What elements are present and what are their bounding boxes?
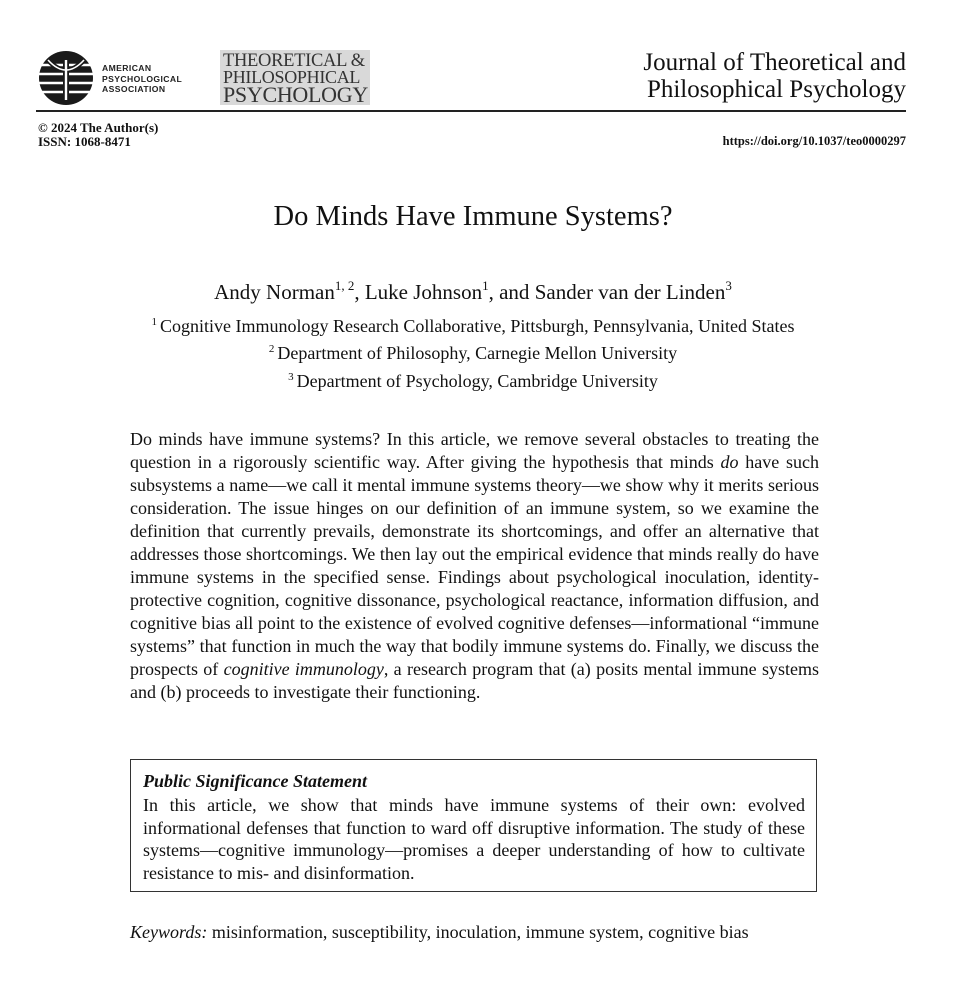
apa-logo-icon (38, 50, 94, 106)
journal-logo (220, 50, 370, 105)
author-superscript: 1, 2 (334, 278, 355, 293)
issn-text: ISSN: 1068-8471 (38, 134, 131, 149)
affiliation (0, 343, 946, 364)
author-name: Luke Johnson (364, 280, 483, 304)
abstract-paragraph (130, 428, 819, 704)
keywords (130, 920, 819, 944)
apa-wordmark-line: ASSOCIATION (102, 84, 166, 94)
abstract-text: have such subsystems a name—we call it mental immune systems theory—we show why it merits serious consideration. The issue hinges on our definition of an immune system, so we examine the definition that currently prevails, demonstrate its shortcomings, and offer an alternative that addresses those shortcomings. We then lay out the empirical evidence that minds really do have immune systems in the specified sense. Findings about psychological inoculation, identity-protective cognition, cognitive dissonance, psychological reactance, information diffusion, and cognitive bias all point to the existence of evolved cognitive defenses—informational “immune systems” that function in much the way that bodily immune systems do. Finally, we discuss the prospects of (130, 452, 819, 679)
public-significance-box (130, 759, 817, 892)
affiliation-text: Department of Psychology, Cambridge University (296, 371, 658, 391)
affiliation-text: Cognitive Immunology Research Collaborative, Pittsburgh, Pennsylvania, United States (159, 316, 795, 336)
header-divider (36, 110, 906, 112)
journal-title-line: Philosophical Psychology (646, 76, 906, 103)
affiliation (0, 371, 946, 392)
keywords-text: misinformation, susceptibility, inoculation, immune system, cognitive bias (207, 922, 749, 942)
journal-logo-line: PHILOSOPHICAL (223, 67, 361, 87)
apa-wordmark-line: PSYCHOLOGICAL (102, 73, 183, 84)
abstract-text: , a research program that (a) posits mental immune systems and (b) proceeds to investigate their functioning. (130, 659, 819, 702)
abstract-text: Do minds have immune systems? In this article, we remove several obstacles to treating the question in a rigorously scientific way. After giving the hypothesis that minds (130, 429, 819, 472)
keywords-label: Keywords: (130, 922, 208, 942)
author-superscript: 1 (482, 278, 489, 293)
affiliation-number: 2 (268, 343, 275, 355)
article-title: Do Minds Have Immune Systems? (273, 201, 673, 232)
journal-title-line: Journal of Theoretical and (643, 49, 906, 76)
abstract (130, 428, 819, 704)
abstract-emphasis: cognitive immunology (223, 659, 384, 679)
apa-wordmark (102, 63, 182, 95)
copyright-text: © 2024 The Author(s) (38, 120, 159, 135)
author-name: Sander van der Linden (534, 280, 726, 304)
public-significance-text: In this article, we show that minds have immune systems of their own: evolved informational defenses that function to ward off disruptive information. The study of these systems—cognitive immunology—promises a deeper understanding of how to cultivate resistance to mis- and disinformation. (143, 795, 805, 883)
public-significance-heading: Public Significance Statement (143, 771, 367, 791)
journal-logo-line: THEORETICAL & (223, 51, 365, 71)
copyright-block (38, 121, 158, 149)
author-name: Andy Norman (214, 280, 335, 304)
author-list (0, 280, 946, 305)
apa-wordmark-line: AMERICAN (102, 63, 152, 73)
author-separator: , (354, 280, 365, 304)
abstract-emphasis: do (720, 452, 739, 472)
doi-link[interactable]: https://doi.org/10.1037/teo0000297 (722, 134, 906, 148)
author-superscript: 3 (725, 278, 732, 293)
affiliation-number: 3 (288, 371, 294, 383)
journal-title (643, 49, 906, 103)
journal-logo-line: PSYCHOLOGY (223, 82, 368, 107)
author-separator: , and (488, 280, 535, 304)
affiliation-text: Department of Philosophy, Carnegie Mellon University (277, 343, 678, 363)
affiliation (0, 316, 946, 337)
affiliation-number: 1 (151, 316, 157, 328)
